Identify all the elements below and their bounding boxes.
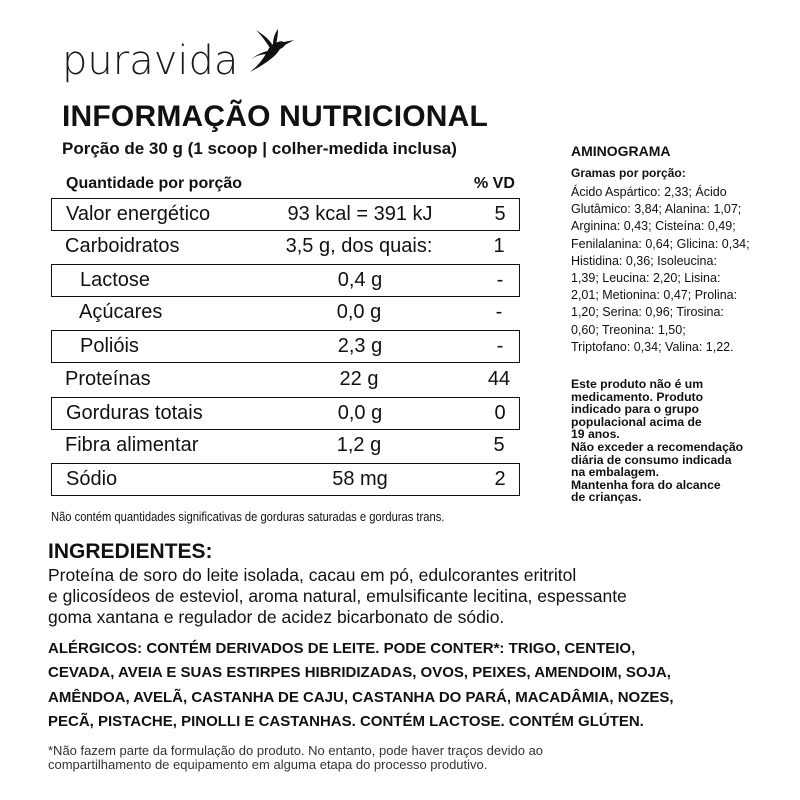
row-amount: 93 kcal = 391 kJ [287,203,433,225]
allergens-line: ALÉRGICOS: CONTÉM DERIVADOS DE LEITE. PODE CONTER*: TRIGO, CENTEIO, [48,640,636,657]
table-row-sodium [51,463,520,496]
table-row-fats [51,397,520,430]
aminogram-list [571,184,789,356]
row-name: Carboidratos [65,235,180,257]
row-name: Açúcares [79,301,163,323]
row-amount: 22 g [339,368,379,390]
notice-line: 19 anos. [571,427,620,442]
row-amount: 0,0 g [337,402,383,424]
row-amount: 1,2 g [336,434,382,456]
notice-line: na embalagem. [571,465,660,480]
ingredients-title: INGREDIENTES: [48,540,213,563]
allergens-line: CEVADA, AVEIA E SUAS ESTIRPES HIBRIDIZADAS, OVOS, PEIXES, AMENDOIM, SOJA, [48,664,671,682]
row-name: Gorduras totais [66,402,203,424]
row-vd: - [496,335,504,357]
table-header-quantity: Quantidade por porção [66,175,243,192]
table-row-sugars [51,297,520,330]
row-name: Valor energético [66,203,211,225]
row-name: Lactose [80,269,151,291]
row-name: Sódio [66,468,118,490]
notice-line: Mantenha fora do alcance [571,477,721,492]
row-name: Proteínas [65,368,151,390]
aminogram-line: Arginina: 0,43; Cisteína: 0,49; [571,219,736,234]
table-row-polyols [51,330,520,363]
row-vd: - [495,301,503,323]
notice-line: Este produto não é um [571,377,704,391]
table-row-fiber [51,430,520,463]
disclaimer-text [48,744,768,772]
brand-logo-text: puravida [62,38,239,84]
aminogram-line: 0,60; Treonina: 1,50; [571,322,686,337]
hummingbird-icon [248,28,296,74]
aminogram-line: Histidina: 0,36; Isoleucina: [571,253,717,268]
allergens-line: PECÃ, PISTACHE, PINOLLI E CASTANHAS. CONTÉM LACTOSE. CONTÉM GLÚTEN. [48,712,644,730]
notice-line: diária de consumo indicada [571,452,732,467]
row-vd: 5 [494,203,506,225]
row-vd: 5 [493,434,505,456]
notice-line: indicado para o grupo [571,402,699,417]
row-amount: 58 mg [332,468,388,490]
aminogram-line: 1,20; Serina: 0,96; Tirosina: [571,305,724,320]
row-amount: 0,4 g [337,269,383,291]
table-row-carbs [51,231,520,264]
product-notice [571,378,786,504]
row-vd: 2 [494,468,506,490]
nutrition-title: INFORMAÇÃO NUTRICIONAL [62,100,489,133]
disclaimer-line: compartilhamento de equipamento em alguma etapa do processo produtivo. [48,757,488,772]
portion-size: Porção de 30 g (1 scoop | colher-medida inclusa) [62,139,457,158]
row-vd: 0 [494,402,506,424]
allergens-line: AMÊNDOA, AVELÃ, CASTANHA DE CAJU, CASTANHA DO PARÁ, MACADÂMIA, NOZES, [48,688,674,706]
notice-line: medicamento. Produto [571,389,704,404]
row-name: Fibra alimentar [65,434,199,456]
ingredients-text [48,565,788,628]
row-amount: 2,3 g [337,335,383,357]
row-amount: 0,0 g [336,301,382,323]
notice-line: populacional acima de [571,414,702,429]
row-vd: 1 [493,235,505,257]
aminogram-line: Glutâmico: 3,84; Alanina: 1,07; [571,202,742,217]
disclaimer-line: *Não fazem parte da formulação do produto. No entanto, pode haver traços devido ao [48,743,544,758]
notice-line: Não exceder a recomendação [571,439,744,454]
table-row-lactose [51,264,520,297]
aminogram-title: AMINOGRAMA [571,143,671,159]
row-amount: 3,5 g, dos quais: [285,235,433,257]
table-row-energy [51,198,520,231]
ingredients-line: goma xantana e regulador de acidez bicarbonato de sódio. [48,607,505,627]
aminogram-subtitle: Gramas por porção: [571,166,686,180]
row-vd: - [496,269,504,291]
aminogram-line: Triptofano: 0,34; Valina: 1,22. [571,339,734,354]
row-name: Polióis [80,335,139,357]
table-row-proteins [51,364,520,397]
ingredients-line: e glicosídeos de esteviol, aroma natural, emulsificante lecitina, espessante [48,586,627,606]
ingredients-line: Proteína de soro do leite isolada, cacau em pó, edulcorantes eritritol [48,565,577,585]
row-vd: 44 [487,368,511,390]
aminogram-line: 2,01; Metionina: 0,47; Prolina: [571,288,738,303]
aminogram-line: Ácido Aspártico: 2,33; Ácido [571,185,727,199]
table-header-vd: % VD [474,175,515,192]
table-footnote: Não contém quantidades significativas de gorduras saturadas e gorduras trans. [51,509,445,524]
notice-line: de crianças. [571,490,642,505]
allergens-text [48,637,793,734]
aminogram-line: Fenilalanina: 0,64; Glicina: 0,34; [571,236,750,251]
aminogram-line: 1,39; Leucina: 2,20; Lisina: [571,271,721,286]
